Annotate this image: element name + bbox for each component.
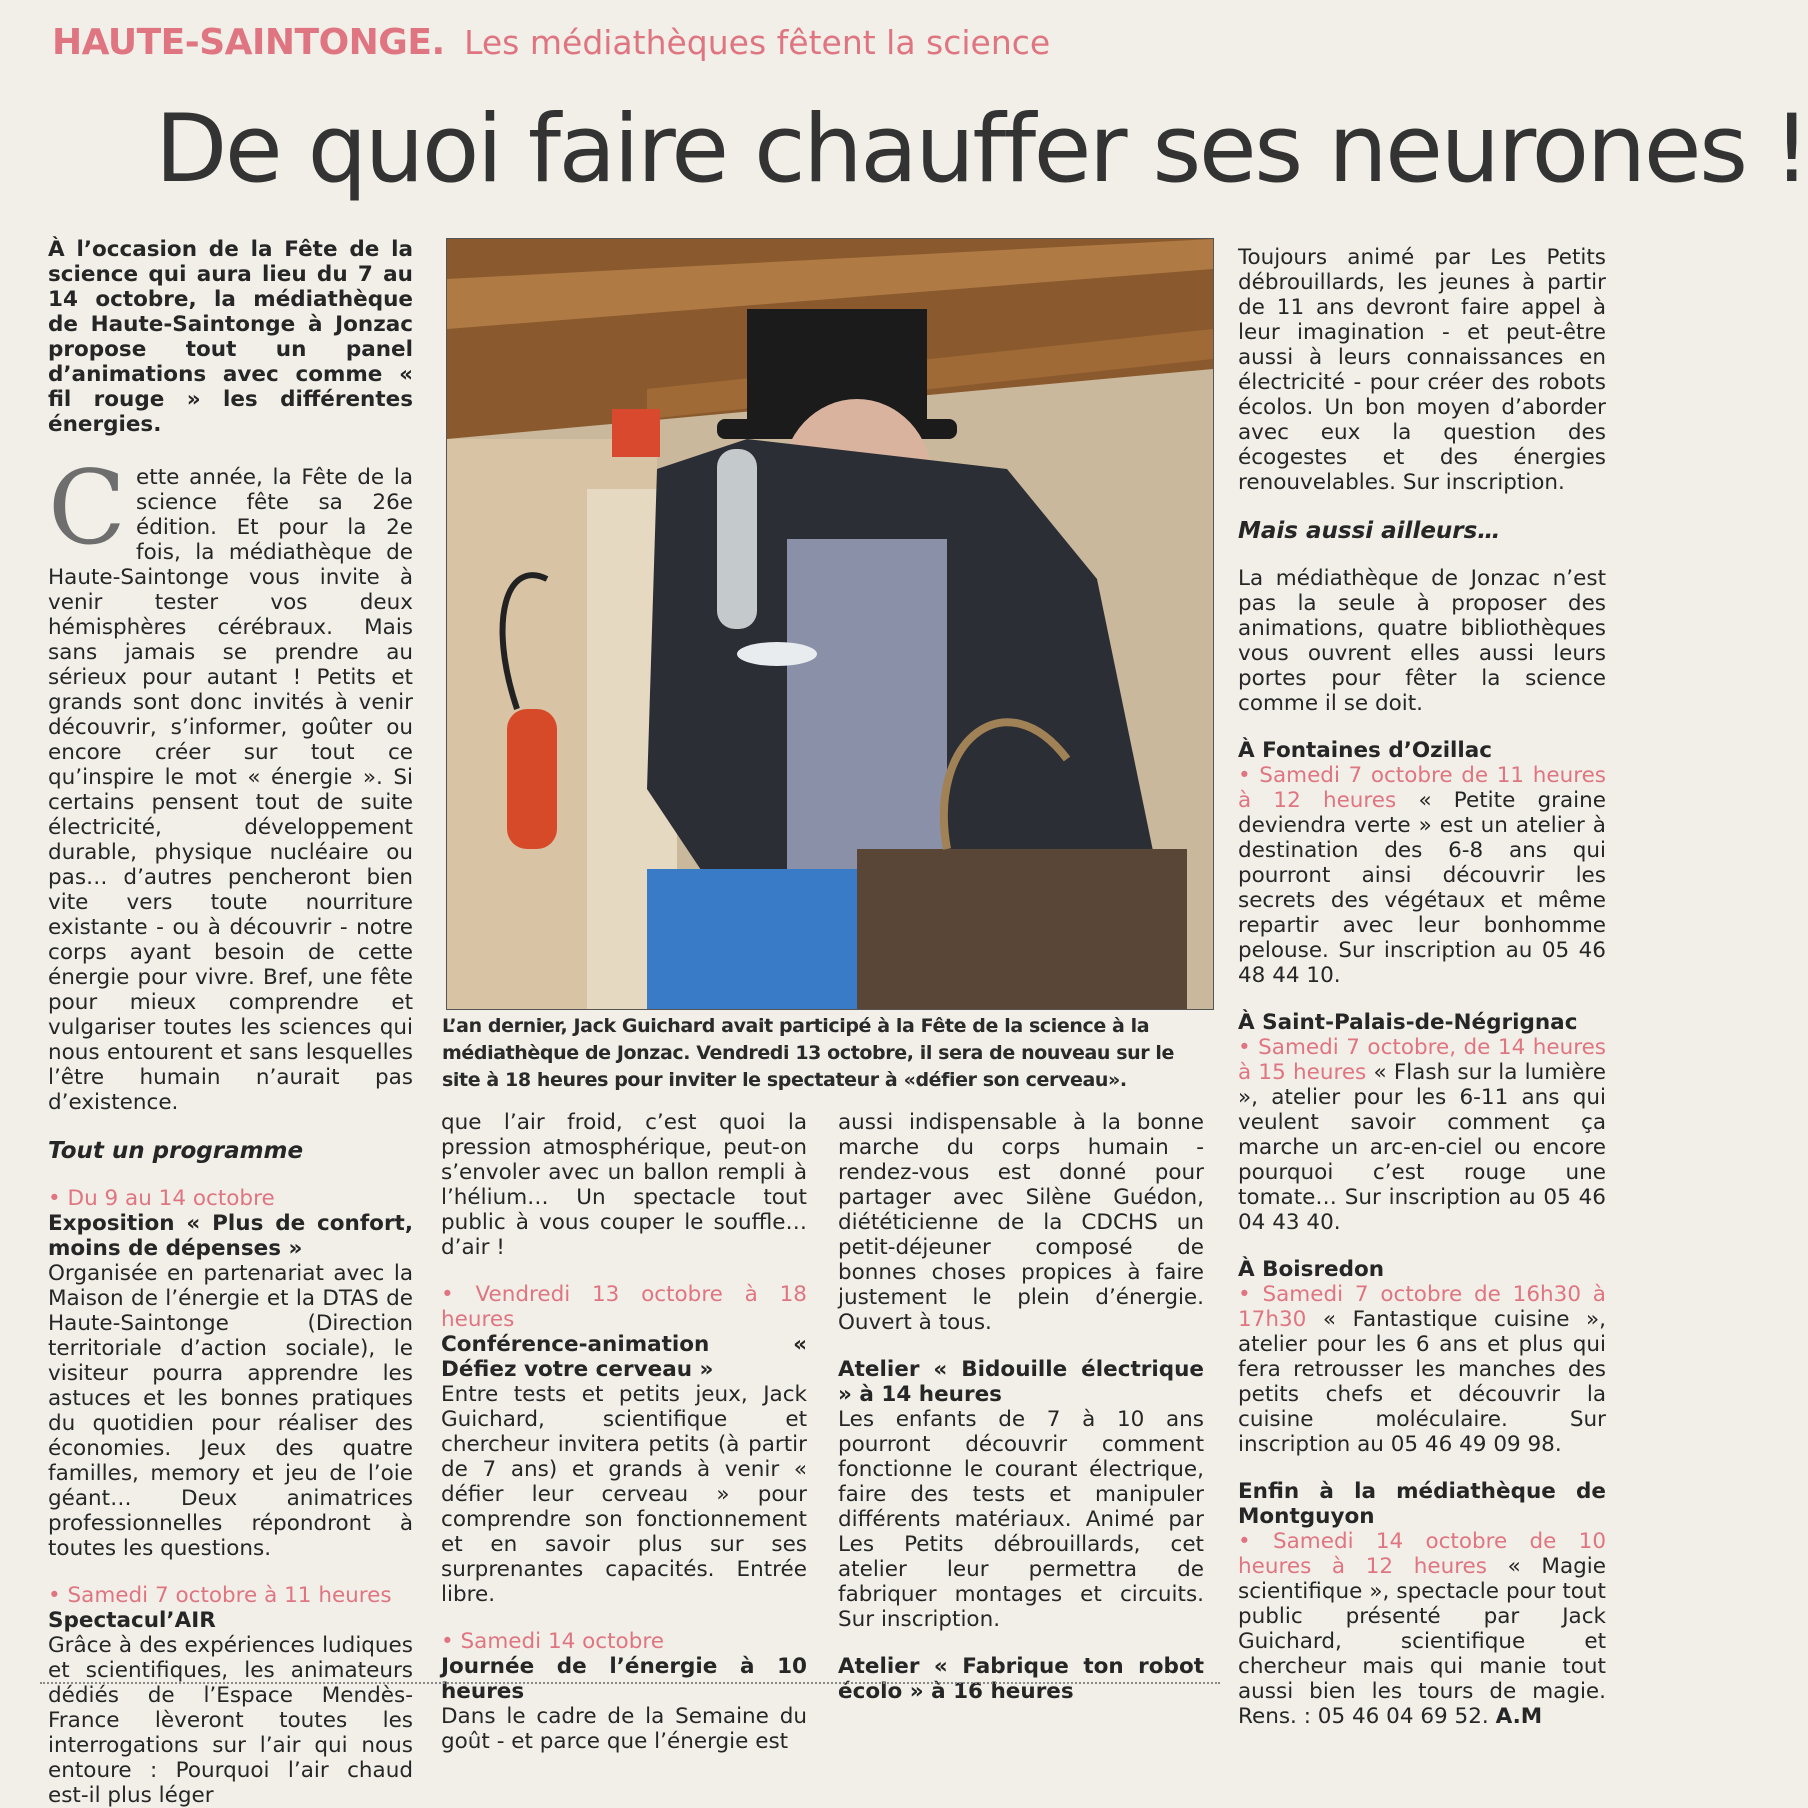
kicker-subtitle: Les médiathèques fêtent la science [464, 23, 1051, 62]
bottom-rule [40, 1682, 1220, 1684]
montguyon-date: • Samedi 14 octobre de 10 heures à 12 heures [1238, 1529, 1606, 1579]
journee-date: • Samedi 14 octobre [441, 1629, 664, 1654]
lead-paragraph: À l’occasion de la Fête de la science qui aura lieu du 7 au 14 octobre, la médiathèque de Haute-Saintonge à Jonzac propose tout un panel d’animations avec comme « fil rouge » les différentes énergies. [48, 237, 413, 437]
photo-scene [447, 239, 1213, 1009]
conference-text: Entre tests et petits jeux, Jack Guichard, scientifique et chercheur invitera petits (à partir de 7 ans) et grands à venir « défier leur cerveau » pour comprendre son fonctionnement et en savoir plus sur ses surprenantes capacités. Entrée libre. [441, 1382, 807, 1607]
boisredon-place: À Boisredon [1238, 1257, 1385, 1282]
spectacul-text: Grâce à des expériences ludiques et scientifiques, les animateurs dédiés de l’Espace Mendès-France lèveront toutes les interrogations sur l’air qui nous entoure : Pourquoi l’air chaud est-il plus léger [48, 1633, 413, 1808]
conference-date: • Vendredi 13 octobre à 18 heures [441, 1282, 807, 1332]
stpalais-entry [1238, 1035, 1606, 1235]
expo-text: Organisée en partenariat avec la Maison de l’énergie et la DTAS de Haute-Saintonge (Direction territoriale d’action sociale), le visiteur pourra apprendre les astuces et les bonnes pratiques du quotidien pour réaliser des économies. Jeux des quatre familles, memory et jeu de l’oie géant… Deux animatrices professionnelles répondront à toutes les questions. [48, 1261, 413, 1561]
boisredon-entry [1238, 1282, 1606, 1457]
journee-text: Dans le cadre de la Semaine du goût - et parce que l’énergie est [441, 1704, 807, 1754]
boisredon-text: « Fantastique cuisine », atelier pour les 6 ans et plus qui fera retrousser les manches des petits chefs et découvrir la cuisine moléculaire. Sur inscription au 05 46 49 09 98. [1238, 1307, 1606, 1457]
article-photo [446, 238, 1214, 1010]
spectacul-date: • Samedi 7 octobre à 11 heures [48, 1583, 392, 1608]
journee-text-cont: aussi indispensable à la bonne marche du corps humain - rendez-vous est donné pour partager avec Silène Guédon, diététicienne de la CDCHS un petit-déjeuner composé de bonnes choses propices à faire justement le plein d’énergie. Ouvert à tous. [838, 1110, 1204, 1335]
stpalais-date: • Samedi 7 octobre, de 14 heures à 15 heures [1238, 1035, 1606, 1085]
ailleurs-intro: La médiathèque de Jonzac n’est pas la seule à proposer des animations, quatre bibliothèques vous ouvrent elles aussi leurs portes pour fêter la science comme il se doit. [1238, 566, 1606, 716]
programme-title: Tout un programme [48, 1138, 304, 1164]
kicker-place: HAUTE-SAINTONGE. [52, 22, 445, 63]
column-2 [441, 1110, 807, 1754]
spectacul-text-cont: que l’air froid, c’est quoi la pression atmosphérique, peut-on s’envoler avec un ballon rempli à l’hélium… Un spectacle tout public à vous couper le souffle… d’air ! [441, 1110, 807, 1260]
column-3 [838, 1110, 1204, 1704]
dropcap: C [48, 449, 127, 568]
montguyon-text: « Magie scientifique », spectacle pour tout public présenté par Jack Guichard, scientifique et chercheur mais qui manie tout aussi bien les tours de magie. Rens. : 05 46 04 69 52. [1238, 1554, 1606, 1729]
journee-title: Journée de l’énergie à 10 heures [441, 1654, 807, 1704]
fontaines-entry [1238, 763, 1606, 988]
column-1 [48, 237, 413, 1808]
spectacul-title: Spectacul’AIR [48, 1608, 216, 1633]
robot-title: Atelier « Fabrique ton robot écolo » à 16 heures [838, 1654, 1204, 1704]
intro-paragraph [48, 449, 413, 1115]
photo-caption: L’an dernier, Jack Guichard avait participé à la Fête de la science à la médiathèque de Jonzac. Vendredi 13 octobre, il sera de nouveau sur le site à 18 heures pour inviter le spectateur à «défier son cerveau». [442, 1015, 1175, 1091]
stpalais-place: À Saint-Palais-de-Négrignac [1238, 1010, 1578, 1035]
fontaines-place: À Fontaines d’Ozillac [1238, 738, 1493, 763]
fontaines-text: « Petite graine deviendra verte » est un atelier à destination des 6-8 ans qui pourront ainsi découvrir les secrets des végétaux et même repartir avec leur bonhomme pelouse. Sur inscription au 05 46 48 44 10. [1238, 788, 1606, 988]
montguyon-place: Enfin à la médiathèque de Montguyon [1238, 1479, 1606, 1529]
robot-text: Toujours animé par Les Petits débrouillards, les jeunes à partir de 11 ans devront faire appel à leur imagination - et peut-être aussi à leurs connaissances en électricité - pour créer des robots écolos. Un bon moyen d’aborder avec eux la question des écogestes et des énergies renouvelables. Sur inscription. [1238, 245, 1606, 495]
stpalais-text: « Flash sur la lumière », atelier pour les 6-11 ans qui veulent savoir comment ça marche un arc-en-ciel ou encore pourquoi c’est rouge une tomate… Sur inscription au 05 46 04 43 40. [1238, 1060, 1606, 1235]
signature: A.M [1495, 1704, 1543, 1729]
montguyon-entry [1238, 1529, 1606, 1729]
bidouille-text: Les enfants de 7 à 10 ans pourront découvrir comment fonctionne le courant électrique, faire des tests et manipuler différents matériaux. Animé par Les Petits débrouillards, cet atelier leur permettra de fabriquer montages et circuits. Sur inscription. [838, 1407, 1204, 1632]
conference-title: Conférence-animation « Défiez votre cerveau » [441, 1332, 807, 1382]
fontaines-date: • Samedi 7 octobre de 11 heures à 12 heures [1238, 763, 1606, 813]
column-4 [1238, 245, 1606, 1729]
boisredon-date: • Samedi 7 octobre de 16h30 à 17h30 [1238, 1282, 1606, 1332]
ailleurs-title: Mais aussi ailleurs… [1238, 518, 1501, 544]
intro-text: ette année, la Fête de la science fête sa 26e édition. Et pour la 2e fois, la médiathèque de Haute-Saintonge vous invite à venir tester vos deux hémisphères cérébraux. Mais sans jamais se prendre au sérieux pour autant ! Petits et grands sont donc invités à venir découvrir, s’informer, goûter ou encore créer sur tout ce qu’inspire le mot « énergie ». Si certains pensent tout de suite électricité, développement durable, physique nucléaire ou pas… d’autres pencheront bien vite vers toute nourriture existante - ou à découvrir - notre corps ayant besoin de cette énergie pour vivre. Bref, une fête pour mieux comprendre et vulgariser toutes les sciences qui nous entourent et sans lesquelles l’être humain n’aurait pas d’existence. [48, 465, 413, 1115]
kicker [52, 22, 1050, 63]
bidouille-title: Atelier « Bidouille électrique » à 14 heures [838, 1357, 1204, 1407]
expo-title: Exposition « Plus de confort, moins de dépenses » [48, 1211, 413, 1261]
expo-date: • Du 9 au 14 octobre [48, 1186, 275, 1211]
headline: De quoi faire chauffer ses neurones ! [155, 95, 1808, 204]
